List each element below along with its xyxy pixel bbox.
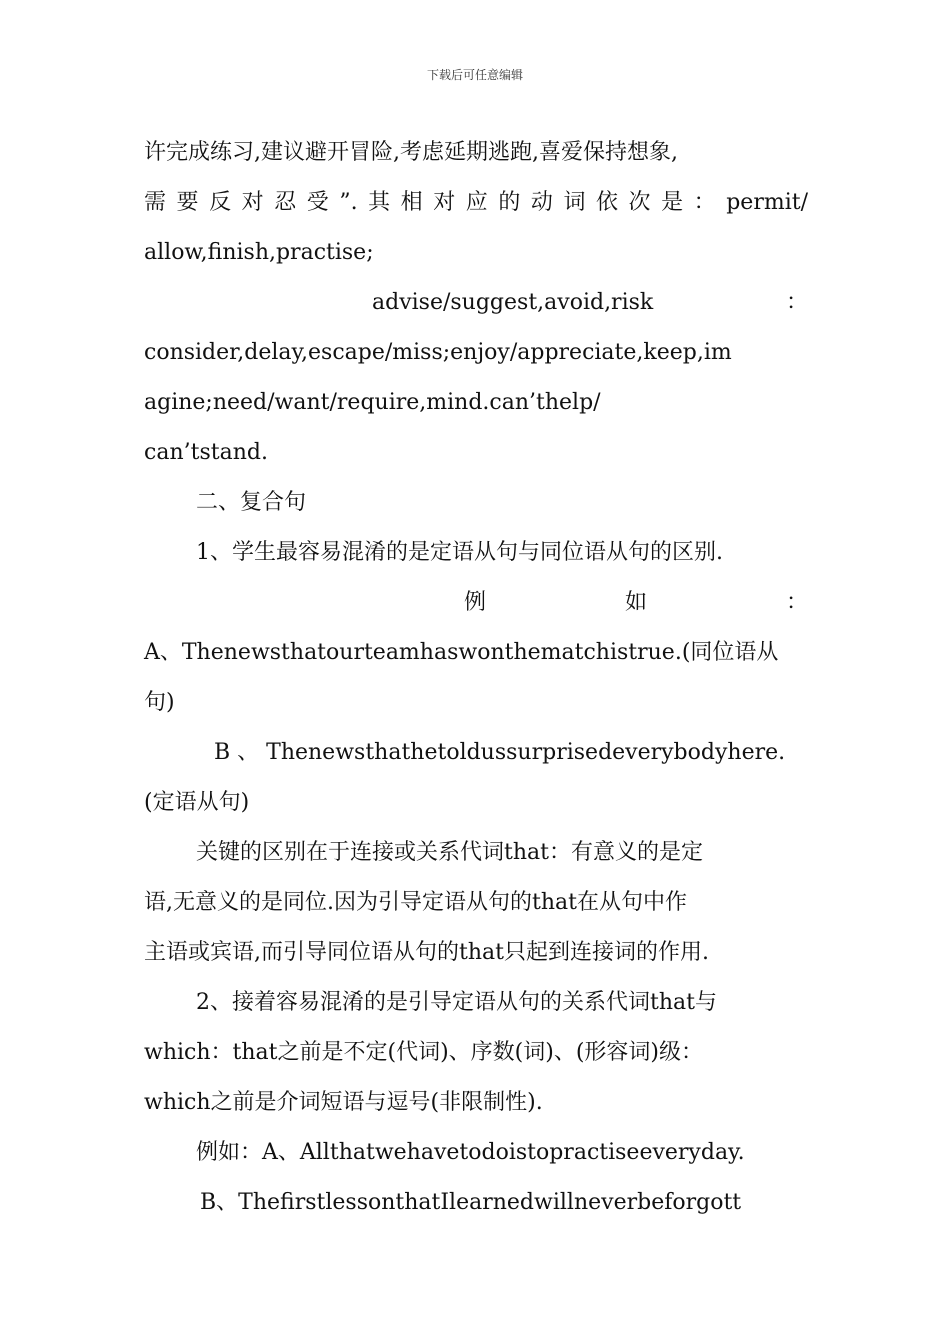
text-segment: advise/suggest,avoid,risk (372, 290, 654, 315)
text-line: A、Thenewsthatourteamhaswonthematchistrue.(同位语从 (144, 640, 779, 665)
text-line: 句) (144, 690, 175, 715)
text-line: 主语或宾语,而引导同位语从句的that只起到连接词的作用. (144, 940, 709, 965)
text-line: (定语从句) (144, 790, 250, 815)
text-segment: ： (785, 290, 808, 315)
text-line (144, 578, 808, 628)
text-line: B 、 Thenewsthathetoldussurprisedeverybodyhere. (214, 740, 786, 765)
text-line: 例如：A、Allthatwehavetodoistopractiseeveryday. (196, 1140, 745, 1165)
text-line: agine;need/want/require,mind.can’thelp/ (144, 390, 601, 415)
document-body (144, 128, 808, 1228)
text-line (144, 278, 808, 328)
text-line: allow,finish,practise; (144, 240, 374, 265)
text-line: 需要反对忍受”.其相对应的动词依次是：permit/ (144, 190, 808, 215)
text-line: which：that之前是不定(代词)、序数(词)、(形容词)级： (144, 1040, 703, 1065)
text-segment: ： (785, 590, 808, 615)
text-segment: 例 (464, 590, 487, 615)
section-heading: 二、复合句 (196, 490, 307, 515)
text-line: which之前是介词短语与逗号(非限制性). (144, 1090, 543, 1115)
text-line: can’tstand. (144, 440, 268, 465)
text-line: 1、学生最容易混淆的是定语从句与同位语从句的区别. (196, 540, 723, 565)
text-line: 2、接着容易混淆的是引导定语从句的关系代词that与 (196, 990, 717, 1015)
text-line: B、ThefirstlessonthatIlearnedwillneverbeforgott (200, 1190, 742, 1215)
text-line: 许完成练习,建议避开冒险,考虑延期逃跑,喜爱保持想象, (144, 140, 678, 165)
text-segment: 如 (624, 590, 647, 615)
page-header: 下载后可任意编辑 (426, 68, 523, 82)
text-line: consider,delay,escape/miss;enjoy/appreciate,keep,im (144, 340, 732, 365)
text-line: 关键的区别在于连接或关系代词that：有意义的是定 (196, 840, 703, 865)
text-line: 语,无意义的是同位.因为引导定语从句的that在从句中作 (144, 890, 687, 915)
